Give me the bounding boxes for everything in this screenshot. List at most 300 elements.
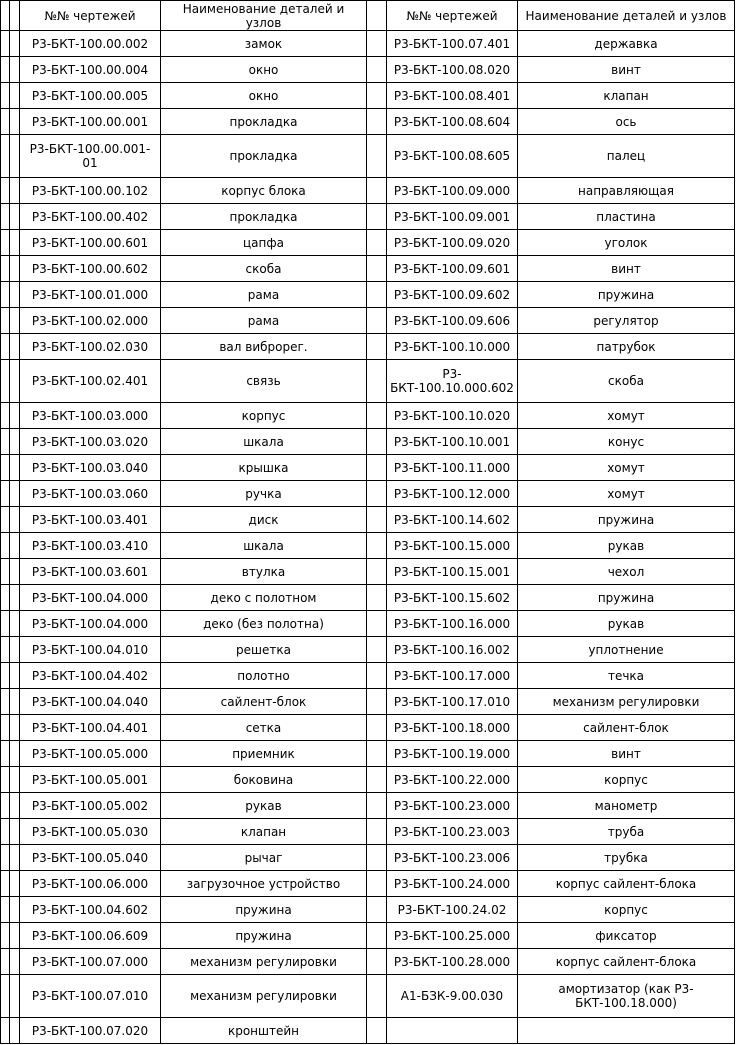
margin-stub [10, 897, 20, 923]
table-row [1, 585, 735, 611]
margin-stub [10, 31, 20, 57]
margin-stub [10, 204, 20, 230]
part-name-left: кронштейн [161, 1018, 367, 1044]
margin-stub [10, 533, 20, 559]
drawing-no-left: Р3-БКТ-100.04.602 [20, 897, 161, 923]
drawing-no-right: А1-БЗК-9.00.030 [387, 975, 518, 1018]
table-row [1, 741, 735, 767]
table-row [1, 533, 735, 559]
part-name-left: корпус блока [161, 178, 367, 204]
drawing-no-right: Р3-БКТ-100.12.000 [387, 481, 518, 507]
table-row [1, 819, 735, 845]
margin-stub [1, 559, 10, 585]
divider-stub [367, 793, 387, 819]
table-row [1, 403, 735, 429]
margin-stub [1, 663, 10, 689]
drawing-no-left: Р3-БКТ-100.00.002 [20, 31, 161, 57]
margin-stub [10, 819, 20, 845]
margin-stub [10, 403, 20, 429]
drawing-no-left: Р3-БКТ-100.01.000 [20, 282, 161, 308]
divider-stub [367, 1018, 387, 1044]
divider-stub [367, 308, 387, 334]
part-name-right: чехол [518, 559, 735, 585]
table-row [1, 923, 735, 949]
margin-stub [10, 282, 20, 308]
drawing-no-right: Р3-БКТ-100.09.000 [387, 178, 518, 204]
drawing-no-left: Р3-БКТ-100.06.609 [20, 923, 161, 949]
margin-stub [1, 507, 10, 533]
margin-stub [1, 204, 10, 230]
margin-stub [10, 360, 20, 403]
drawing-no-right: Р3-БКТ-100.17.000 [387, 663, 518, 689]
drawing-no-right: Р3-БКТ-100.16.000 [387, 611, 518, 637]
part-name-right: регулятор [518, 308, 735, 334]
margin-stub [1, 949, 10, 975]
margin-stub [10, 57, 20, 83]
part-name-right: конус [518, 429, 735, 455]
drawing-no-right: Р3-БКТ-100.15.001 [387, 559, 518, 585]
margin-stub [10, 793, 20, 819]
table-row [1, 871, 735, 897]
header-part-name-right: Наименование деталей и узлов [518, 1, 735, 31]
drawing-no-right: Р3-БКТ-100.10.001 [387, 429, 518, 455]
part-name-left: решетка [161, 637, 367, 663]
drawing-no-left: Р3-БКТ-100.03.401 [20, 507, 161, 533]
divider-stub [367, 455, 387, 481]
drawing-no-left: Р3-БКТ-100.00.001-01 [20, 135, 161, 178]
margin-stub [1, 403, 10, 429]
drawing-no-right: Р3-БКТ-100.11.000 [387, 455, 518, 481]
part-name-left: рукав [161, 793, 367, 819]
margin-stub [10, 637, 20, 663]
drawing-no-right: Р3-БКТ-100.08.020 [387, 57, 518, 83]
table-row [1, 1018, 735, 1044]
table-row [1, 481, 735, 507]
part-name-right: корпус сайлент-блока [518, 949, 735, 975]
margin-stub [10, 741, 20, 767]
table-row [1, 845, 735, 871]
part-name-right: винт [518, 741, 735, 767]
table-row [1, 178, 735, 204]
table-row [1, 975, 735, 1018]
margin-stub [10, 975, 20, 1018]
drawing-no-right: Р3-БКТ-100.07.401 [387, 31, 518, 57]
drawing-no-right: Р3-БКТ-100.10.000.602 [387, 360, 518, 403]
margin-stub [10, 689, 20, 715]
part-name-right: течка [518, 663, 735, 689]
margin-stub [1, 256, 10, 282]
header-row [1, 1, 735, 31]
header-drawing-no-left: №№ чертежей [20, 1, 161, 31]
part-name-left: сетка [161, 715, 367, 741]
part-name-right: пластина [518, 204, 735, 230]
part-name-left: прокладка [161, 135, 367, 178]
margin-stub [1, 481, 10, 507]
drawing-no-left: Р3-БКТ-100.04.040 [20, 689, 161, 715]
drawing-no-right: Р3-БКТ-100.09.001 [387, 204, 518, 230]
divider-stub [367, 109, 387, 135]
divider-stub [367, 845, 387, 871]
part-name-right: корпус [518, 767, 735, 793]
part-name-left: шкала [161, 533, 367, 559]
part-name-right: манометр [518, 793, 735, 819]
drawing-no-left: Р3-БКТ-100.03.020 [20, 429, 161, 455]
margin-stub [10, 429, 20, 455]
drawing-no-left: Р3-БКТ-100.05.030 [20, 819, 161, 845]
part-name-left: приемник [161, 741, 367, 767]
part-name-left: окно [161, 83, 367, 109]
margin-stub [1, 871, 10, 897]
drawing-no-right: Р3-БКТ-100.10.020 [387, 403, 518, 429]
margin-stub [1, 533, 10, 559]
part-name-right: уплотнение [518, 637, 735, 663]
margin-stub [1, 611, 10, 637]
part-name-left: сайлент-блок [161, 689, 367, 715]
divider-stub [367, 871, 387, 897]
divider-stub [367, 715, 387, 741]
divider-stub [367, 178, 387, 204]
header-part-name-left: Наименование деталей и узлов [161, 1, 367, 31]
margin-stub [1, 637, 10, 663]
drawing-no-left: Р3-БКТ-100.05.000 [20, 741, 161, 767]
divider-stub [367, 135, 387, 178]
drawing-no-right: Р3-БКТ-100.22.000 [387, 767, 518, 793]
drawing-no-right: Р3-БКТ-100.18.000 [387, 715, 518, 741]
part-name-right: ось [518, 109, 735, 135]
part-name-right: клапан [518, 83, 735, 109]
drawing-no-right: Р3-БКТ-100.09.601 [387, 256, 518, 282]
drawing-no-right: Р3-БКТ-100.08.604 [387, 109, 518, 135]
drawing-no-left: Р3-БКТ-100.00.602 [20, 256, 161, 282]
divider-stub [367, 57, 387, 83]
table-row [1, 256, 735, 282]
part-name-left: рама [161, 282, 367, 308]
margin-stub [1, 923, 10, 949]
margin-stub [1, 429, 10, 455]
margin-stub [10, 256, 20, 282]
margin-stub [10, 1, 20, 31]
table-row [1, 767, 735, 793]
drawing-no-left: Р3-БКТ-100.00.004 [20, 57, 161, 83]
divider-stub [367, 923, 387, 949]
margin-stub [1, 455, 10, 481]
part-name-right: амортизатор (как Р3-БКТ-100.18.000) [518, 975, 735, 1018]
margin-stub [10, 845, 20, 871]
part-name-left: механизм регулировки [161, 949, 367, 975]
drawing-no-left: Р3-БКТ-100.04.401 [20, 715, 161, 741]
part-name-left: полотно [161, 663, 367, 689]
margin-stub [1, 334, 10, 360]
margin-stub [1, 689, 10, 715]
drawing-no-left: Р3-БКТ-100.05.002 [20, 793, 161, 819]
drawing-no-left: Р3-БКТ-100.07.020 [20, 1018, 161, 1044]
table-row [1, 507, 735, 533]
part-name-right: пружина [518, 282, 735, 308]
drawing-no-right: Р3-БКТ-100.23.006 [387, 845, 518, 871]
margin-stub [10, 585, 20, 611]
drawing-no-right: Р3-БКТ-100.10.000 [387, 334, 518, 360]
part-name-right: пружина [518, 585, 735, 611]
drawing-no-right: Р3-БКТ-100.08.605 [387, 135, 518, 178]
margin-stub [10, 923, 20, 949]
divider-stub [367, 949, 387, 975]
margin-stub [10, 230, 20, 256]
part-name-right: корпус сайлент-блока [518, 871, 735, 897]
divider-stub [367, 31, 387, 57]
margin-stub [1, 1, 10, 31]
drawing-no-right: Р3-БКТ-100.19.000 [387, 741, 518, 767]
part-name-right: корпус [518, 897, 735, 923]
table-row [1, 308, 735, 334]
drawing-no-left: Р3-БКТ-100.03.410 [20, 533, 161, 559]
drawing-no-right: Р3-БКТ-100.23.000 [387, 793, 518, 819]
table-row [1, 204, 735, 230]
divider-stub [367, 481, 387, 507]
drawing-no-left: Р3-БКТ-100.04.010 [20, 637, 161, 663]
part-name-left: втулка [161, 559, 367, 585]
margin-stub [10, 559, 20, 585]
margin-stub [1, 819, 10, 845]
margin-stub [1, 230, 10, 256]
drawing-no-left: Р3-БКТ-100.00.402 [20, 204, 161, 230]
margin-stub [10, 507, 20, 533]
margin-stub [10, 715, 20, 741]
table-row [1, 949, 735, 975]
divider-stub [367, 637, 387, 663]
part-name-right: скоба [518, 360, 735, 403]
table-row [1, 663, 735, 689]
part-name-right: пружина [518, 507, 735, 533]
drawing-no-left: Р3-БКТ-100.04.000 [20, 585, 161, 611]
margin-stub [1, 308, 10, 334]
divider-stub [367, 429, 387, 455]
drawing-no-right: Р3-БКТ-100.17.010 [387, 689, 518, 715]
table-row [1, 689, 735, 715]
part-name-right: хомут [518, 455, 735, 481]
divider-stub [367, 1, 387, 31]
margin-stub [1, 31, 10, 57]
part-name-left: рама [161, 308, 367, 334]
divider-stub [367, 403, 387, 429]
drawing-no-right: Р3-БКТ-100.09.020 [387, 230, 518, 256]
table-row [1, 109, 735, 135]
divider-stub [367, 360, 387, 403]
table-row [1, 559, 735, 585]
part-name-left: пружина [161, 923, 367, 949]
divider-stub [367, 204, 387, 230]
part-name-left: прокладка [161, 109, 367, 135]
part-name-right: хомут [518, 481, 735, 507]
drawing-no-left: Р3-БКТ-100.02.401 [20, 360, 161, 403]
margin-stub [1, 585, 10, 611]
drawing-no-right: Р3-БКТ-100.09.606 [387, 308, 518, 334]
margin-stub [1, 1018, 10, 1044]
part-name-left: деко с полотном [161, 585, 367, 611]
table-row [1, 793, 735, 819]
divider-stub [367, 897, 387, 923]
margin-stub [10, 109, 20, 135]
table-row [1, 637, 735, 663]
divider-stub [367, 741, 387, 767]
part-name-left: корпус [161, 403, 367, 429]
margin-stub [10, 178, 20, 204]
margin-stub [10, 767, 20, 793]
drawing-no-left: Р3-БКТ-100.04.000 [20, 611, 161, 637]
divider-stub [367, 334, 387, 360]
drawing-no-left: Р3-БКТ-100.00.005 [20, 83, 161, 109]
part-name-right [518, 1018, 735, 1044]
part-name-right: трубка [518, 845, 735, 871]
part-name-left: цапфа [161, 230, 367, 256]
drawing-no-left: Р3-БКТ-100.03.000 [20, 403, 161, 429]
table-row [1, 334, 735, 360]
divider-stub [367, 533, 387, 559]
part-name-right: сайлент-блок [518, 715, 735, 741]
part-name-right: рукав [518, 533, 735, 559]
divider-stub [367, 559, 387, 585]
table-row [1, 83, 735, 109]
drawing-no-right: Р3-БКТ-100.24.02 [387, 897, 518, 923]
table-row [1, 429, 735, 455]
drawing-no-left: Р3-БКТ-100.02.000 [20, 308, 161, 334]
part-name-right: направляющая [518, 178, 735, 204]
drawing-no-right: Р3-БКТ-100.24.000 [387, 871, 518, 897]
margin-stub [10, 455, 20, 481]
part-name-left: шкала [161, 429, 367, 455]
margin-stub [10, 481, 20, 507]
part-name-left: пружина [161, 897, 367, 923]
divider-stub [367, 975, 387, 1018]
part-name-right: механизм регулировки [518, 689, 735, 715]
part-name-right: патрубок [518, 334, 735, 360]
margin-stub [1, 178, 10, 204]
margin-stub [1, 741, 10, 767]
part-name-left: вал виброрег. [161, 334, 367, 360]
drawing-no-right: Р3-БКТ-100.08.401 [387, 83, 518, 109]
table-row [1, 230, 735, 256]
margin-stub [10, 611, 20, 637]
header-drawing-no-right: №№ чертежей [387, 1, 518, 31]
margin-stub [10, 334, 20, 360]
part-name-left: деко (без полотна) [161, 611, 367, 637]
drawing-no-left: Р3-БКТ-100.03.601 [20, 559, 161, 585]
table-row [1, 31, 735, 57]
drawing-no-right [387, 1018, 518, 1044]
divider-stub [367, 663, 387, 689]
table-row [1, 57, 735, 83]
drawing-no-left: Р3-БКТ-100.05.040 [20, 845, 161, 871]
part-name-left: загрузочное устройство [161, 871, 367, 897]
part-name-right: хомут [518, 403, 735, 429]
part-name-right: уголок [518, 230, 735, 256]
margin-stub [10, 135, 20, 178]
drawing-no-right: Р3-БКТ-100.28.000 [387, 949, 518, 975]
margin-stub [1, 767, 10, 793]
margin-stub [10, 1018, 20, 1044]
part-name-left: скоба [161, 256, 367, 282]
part-name-right: винт [518, 57, 735, 83]
table-row [1, 897, 735, 923]
divider-stub [367, 585, 387, 611]
part-name-right: державка [518, 31, 735, 57]
divider-stub [367, 689, 387, 715]
margin-stub [10, 83, 20, 109]
margin-stub [1, 109, 10, 135]
divider-stub [367, 282, 387, 308]
divider-stub [367, 819, 387, 845]
drawing-no-left: Р3-БКТ-100.07.000 [20, 949, 161, 975]
margin-stub [1, 897, 10, 923]
drawing-no-left: Р3-БКТ-100.06.000 [20, 871, 161, 897]
divider-stub [367, 767, 387, 793]
margin-stub [10, 308, 20, 334]
margin-stub [1, 135, 10, 178]
table-body [1, 31, 735, 1044]
part-name-right: рукав [518, 611, 735, 637]
margin-stub [1, 845, 10, 871]
drawing-no-right: Р3-БКТ-100.23.003 [387, 819, 518, 845]
drawing-no-left: Р3-БКТ-100.00.601 [20, 230, 161, 256]
table-row [1, 455, 735, 481]
part-name-left: механизм регулировки [161, 975, 367, 1018]
divider-stub [367, 230, 387, 256]
part-name-left: диск [161, 507, 367, 533]
divider-stub [367, 507, 387, 533]
drawing-no-left: Р3-БКТ-100.05.001 [20, 767, 161, 793]
part-name-left: прокладка [161, 204, 367, 230]
margin-stub [1, 793, 10, 819]
drawing-no-left: Р3-БКТ-100.04.402 [20, 663, 161, 689]
part-name-left: клапан [161, 819, 367, 845]
drawing-no-left: Р3-БКТ-100.02.030 [20, 334, 161, 360]
part-name-left: ручка [161, 481, 367, 507]
part-name-right: палец [518, 135, 735, 178]
table-row [1, 715, 735, 741]
table-row [1, 282, 735, 308]
part-name-left: боковина [161, 767, 367, 793]
margin-stub [10, 949, 20, 975]
drawing-no-left: Р3-БКТ-100.00.001 [20, 109, 161, 135]
part-name-left: окно [161, 57, 367, 83]
table-row [1, 360, 735, 403]
drawing-no-right: Р3-БКТ-100.25.000 [387, 923, 518, 949]
margin-stub [1, 360, 10, 403]
margin-stub [1, 715, 10, 741]
drawing-no-left: Р3-БКТ-100.07.010 [20, 975, 161, 1018]
margin-stub [10, 663, 20, 689]
divider-stub [367, 83, 387, 109]
drawing-no-right: Р3-БКТ-100.15.000 [387, 533, 518, 559]
margin-stub [10, 871, 20, 897]
margin-stub [1, 282, 10, 308]
drawing-no-right: Р3-БКТ-100.14.602 [387, 507, 518, 533]
part-name-right: фиксатор [518, 923, 735, 949]
drawing-no-left: Р3-БКТ-100.03.040 [20, 455, 161, 481]
part-name-left: крышка [161, 455, 367, 481]
margin-stub [1, 57, 10, 83]
margin-stub [1, 975, 10, 1018]
part-name-left: рычаг [161, 845, 367, 871]
drawing-no-left: Р3-БКТ-100.03.060 [20, 481, 161, 507]
part-name-right: винт [518, 256, 735, 282]
table-row [1, 611, 735, 637]
drawing-no-left: Р3-БКТ-100.00.102 [20, 178, 161, 204]
part-name-left: связь [161, 360, 367, 403]
part-name-right: труба [518, 819, 735, 845]
part-name-left: замок [161, 31, 367, 57]
table-row [1, 135, 735, 178]
drawing-no-right: Р3-БКТ-100.09.602 [387, 282, 518, 308]
